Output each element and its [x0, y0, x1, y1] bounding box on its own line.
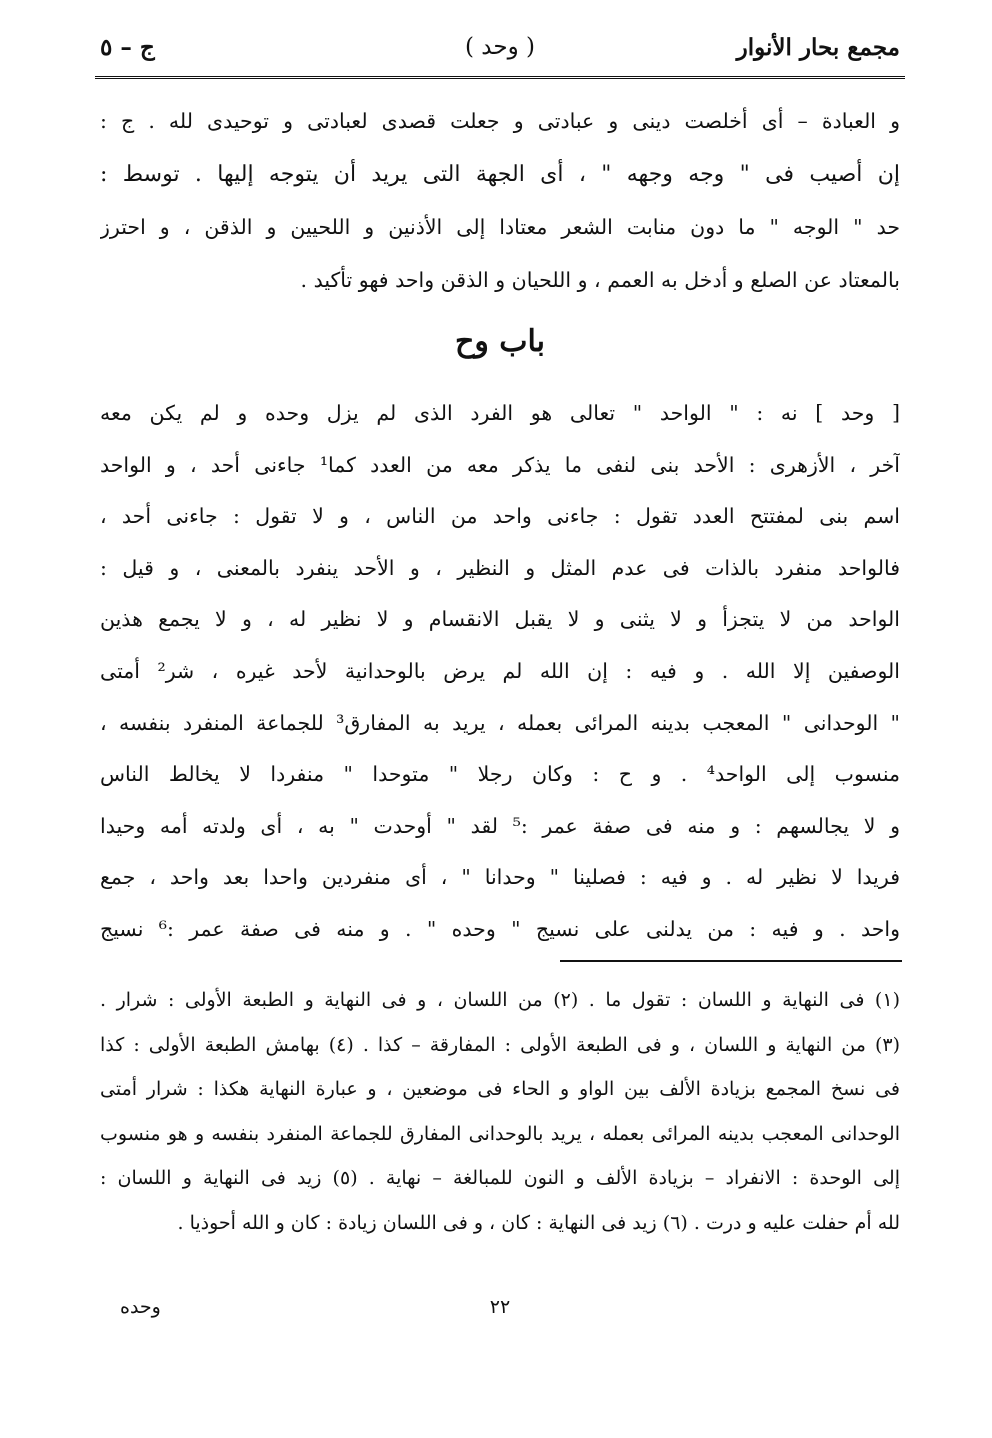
text-line: الواحد من لا يتجزأ و لا يثنى و لا يقبل الانقسام و لا نظير له ، و لا يجمع هذين	[100, 607, 900, 632]
text-line: فريدا لا نظير له . و فيه : فصلينا " وحدانا " ، أى منفردين واحدا بعد واحد ، جمع	[100, 865, 900, 890]
text-line: " الوحدانى " المعجب بدينه المرائى بعمله ، يريد به المفارق³ للجماعة المنفرد بنفسه ،	[100, 710, 900, 735]
text-line: فالواحد منفرد بالذات فى عدم المثل و النظير ، و الأحد ينفرد بالمعنى ، و قيل :	[100, 555, 900, 580]
footnote-rule	[560, 960, 902, 962]
footnote-line: فى نسخ المجمع بزيادة الألف بين الواو و الحاء فى موضعين ، و عبارة النهاية هكذا : شرار أمتى	[100, 1078, 900, 1100]
running-header	[100, 34, 900, 70]
page-footer	[100, 1296, 900, 1326]
text-line: بالمعتاد عن الصلع و أدخل به العمم ، و اللحيان و الذقن واحد فهو تأكيد .	[300, 268, 900, 292]
text-line: حد " الوجه " ما دون منابت الشعر معتادا إلى الأذنين و اللحيين و الذقن ، و احترز	[100, 215, 900, 239]
section-word: ( وحد )	[465, 34, 535, 60]
footnotes	[100, 978, 900, 1245]
text-line: الوصفين إلا الله . و فيه : إن الله لم يرض بالوحدانية لأحد غيره ، شر² أمتى	[100, 658, 900, 683]
footnote-line: إلى الوحدة : الانفراد – بزيادة الألف و النون للمبالغة – نهاية . (٥) زيد فى النهاية و اللسان :	[100, 1167, 900, 1189]
text-line: واحد . و فيه : من يدلنى على نسيج " وحده " . و منه فى صفة عمر :⁶ نسيج	[100, 916, 900, 941]
text-line: إن أصيب فى " وجه وجهه " ، أى الجهة التى يريد أن يتوجه إليها . توسط :	[100, 162, 900, 187]
text-line: اسم بنى لمفتتح العدد تقول : جاءنى واحد من الناس ، و لا تقول : جاءنى أحد ،	[100, 504, 900, 529]
catchword: وحده	[120, 1296, 161, 1318]
main-entry	[100, 388, 900, 956]
chapter-heading: باب وح	[454, 324, 546, 359]
footnote-line: (١) فى النهاية و اللسان : تقول ما . (٢) من اللسان ، و فى النهاية و الطبعة الأولى : شرار .	[100, 989, 900, 1011]
volume-label: ج – ٥	[100, 34, 155, 61]
text-line: [ وحد ] نه : " الواحد " تعالى هو الفرد الذى لم يزل وحده و لم يكن معه	[100, 401, 900, 425]
footnote-line: الوحدانى المعجب بدينه المرائى بعمله ، يريد بالوحدانى المفارق للجماعة المنفرد بنفسه و هو منسوب	[100, 1122, 900, 1145]
page-number: ٢٢	[489, 1296, 511, 1318]
text-line: آخر ، الأزهرى : الأحد بنى لنفى ما يذكر معه من العدد كما¹ جاءنى أحد ، و الواحد	[100, 452, 900, 477]
text-line: منسوب إلى الواحد⁴ . و ح : وكان رجلا " متوحدا " منفردا لا يخالط الناس	[100, 762, 900, 787]
book-title: مجمع بحار الأنوار	[736, 34, 900, 61]
footnote-line: لله أم حفلت عليه و درت . (٦) زيد فى النهاية : كان ، و فى اللسان زيادة : كان و الله أحوذيا .	[177, 1211, 900, 1234]
header-rule	[95, 76, 905, 82]
intro-paragraph	[100, 95, 900, 307]
text-line: و العبادة – أى أخلصت دينى و عبادتى و جعلت قصدى لعبادتى و توحيدى لله . ج :	[100, 109, 900, 133]
footnote-line: (٣) من النهاية و اللسان ، و فى الطبعة الأولى : المفارقة – كذا . (٤) بهامش الطبعة الأولى : كذا	[100, 1033, 900, 1056]
text-line: و لا يجالسهم : و منه فى صفة عمر :⁵ لقد " أوحدت " به ، أى ولدته أمه وحيدا	[100, 813, 900, 838]
